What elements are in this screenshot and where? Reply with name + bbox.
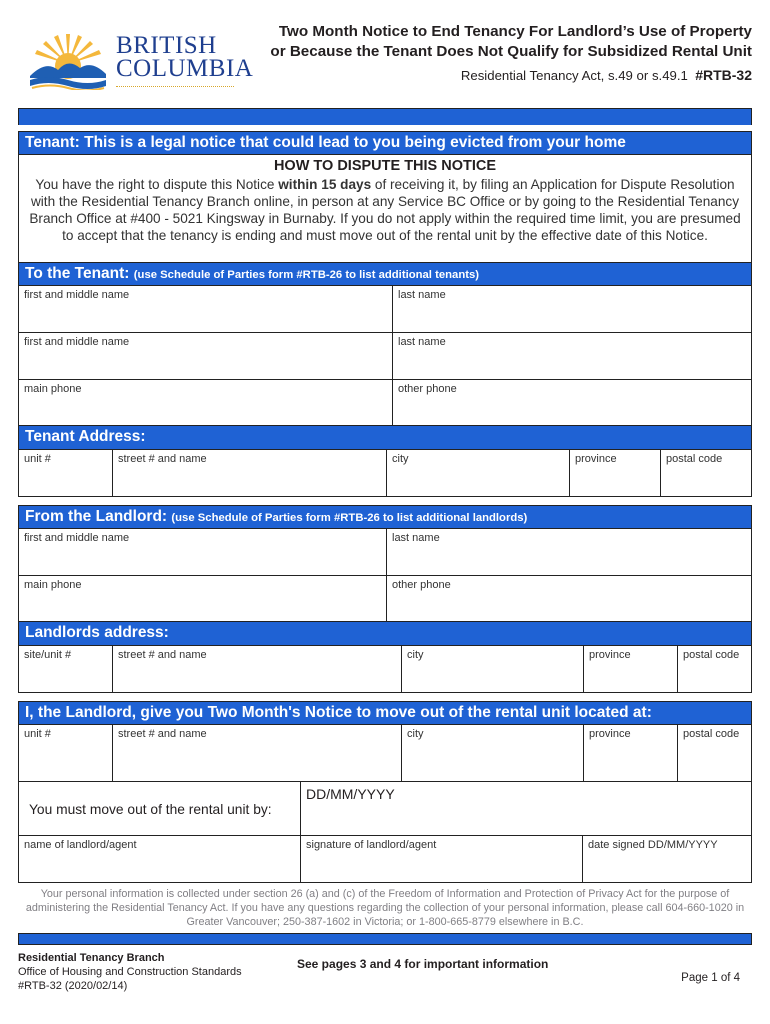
logo-line2: COLUMBIA [116,55,254,82]
tenant-header: To the Tenant: (use Schedule of Parties form #RTB-26 to list additional tenants) [18,262,752,285]
notice-form [18,108,752,883]
logo-line1: BRITISH [116,32,217,59]
landlord-address-header: Landlords address: [18,622,752,645]
dispute-deadline: within 15 days [278,177,372,192]
landlord-other-phone-field[interactable]: other phone [386,576,751,621]
landlord-street-field[interactable]: street # and name [112,646,401,692]
rental-unit-header: I, the Landlord, give you Two Month's Notice to move out of the rental unit located at: [18,701,752,724]
tenant-street-field[interactable]: street # and name [112,450,386,496]
legal-warning-bar: Tenant: This is a legal notice that could lead to you being evicted from your home [18,131,752,154]
tenant2-last-name-field[interactable]: last name [392,333,751,379]
tenant2-first-name-field[interactable]: first and middle name [24,336,130,348]
tenant-postal-field[interactable]: postal code [660,450,751,496]
landlord-signature-field[interactable]: signature of landlord/agent [300,836,582,882]
footer-branch: Residential Tenancy Branch [18,952,165,964]
page-number: Page 1 of 4 [681,972,740,984]
landlord-header: From the Landlord: (use Schedule of Parties form #RTB-26 to list additional landlords) [18,505,752,528]
dispute-section [18,154,752,262]
move-out-date-field[interactable]: DD/MM/YYYY [300,782,751,835]
footer-form-code: #RTB-32 (2020/02/14) [18,980,128,992]
tenant1-first-name-field[interactable]: first and middle name [24,289,130,301]
landlord-unit-field[interactable]: site/unit # [24,649,72,661]
tenant-address-header: Tenant Address: [18,426,752,449]
act-reference: Residential Tenancy Act, s.49 or s.49.1 [460,68,688,83]
tenant-main-phone-field[interactable]: main phone [24,383,82,395]
landlord-postal-field[interactable]: postal code [677,646,751,692]
landlord-agent-name-field[interactable]: name of landlord/agent [24,839,137,851]
tenant-unit-field[interactable]: unit # [24,453,51,465]
rental-postal-field[interactable]: postal code [677,725,751,781]
tenant-other-phone-field[interactable]: other phone [392,380,751,425]
logo-underline [116,86,234,87]
tenant1-last-name-field[interactable]: last name [392,286,751,332]
bc-sun-mountain-icon [28,30,108,90]
top-blue-bar [18,108,752,125]
footer-branch-info [18,951,242,993]
footer-office: Office of Housing and Construction Standards [18,966,242,978]
title-line2: or Because the Tenant Does Not Qualify for Subsidized Rental Unit [270,43,752,60]
landlord-note: (use Schedule of Parties form #RTB-26 to list additional landlords) [171,512,528,524]
date-signed-field[interactable]: date signed DD/MM/YYYY [582,836,751,882]
tenant-city-field[interactable]: city [386,450,569,496]
footer-blue-bar [18,933,752,945]
form-title [270,22,752,83]
footer-pages-note: See pages 3 and 4 for important information [297,957,549,971]
rental-street-field[interactable]: street # and name [112,725,401,781]
rental-province-field[interactable]: province [583,725,677,781]
title-line1: Two Month Notice to End Tenancy For Landlord’s Use of Property [278,23,752,40]
landlord-first-name-field[interactable]: first and middle name [24,532,130,544]
tenant-province-field[interactable]: province [569,450,660,496]
dispute-heading: HOW TO DISPUTE THIS NOTICE [273,158,497,174]
tenant-note: (use Schedule of Parties form #RTB-26 to list additional tenants) [133,269,480,281]
landlord-province-field[interactable]: province [583,646,677,692]
landlord-last-name-field[interactable]: last name [386,529,751,575]
move-out-label: You must move out of the rental unit by: [29,802,272,817]
title-act [270,67,752,83]
landlord-main-phone-field[interactable]: main phone [24,579,82,591]
form-code: #RTB-32 [695,67,752,83]
rental-unit-field[interactable]: unit # [24,728,51,740]
landlord-city-field[interactable]: city [401,646,583,692]
rental-city-field[interactable]: city [401,725,583,781]
privacy-statement: Your personal information is collected under section 26 (a) and (c) of the Freedom of Information and Protection of Privacy Act for the purpose of administering the Residential Tenancy Act. If you have any questions regarding the collection of your personal information, please call 604-660-1020 in Greater Vancouver; 250-387-1602 in Victoria; or 1-800-665-8779 elsewhere in B.C. [25,888,745,928]
bc-logo [28,30,254,92]
dispute-text: You have the right to dispute this Notice within 15 days of receiving it, by filing an Application for Dispute Resolution with the Residential Tenancy Branch online, in person at any Service BC Office or by going to the Residential Tenancy Branch Office at #400 - 5021 Kingsway in Burnaby. If you do not apply within the required time limit, you are presumed to accept that the tenancy is ending and must move out of the rental unit by the effective date of this Notice. [29,177,741,243]
